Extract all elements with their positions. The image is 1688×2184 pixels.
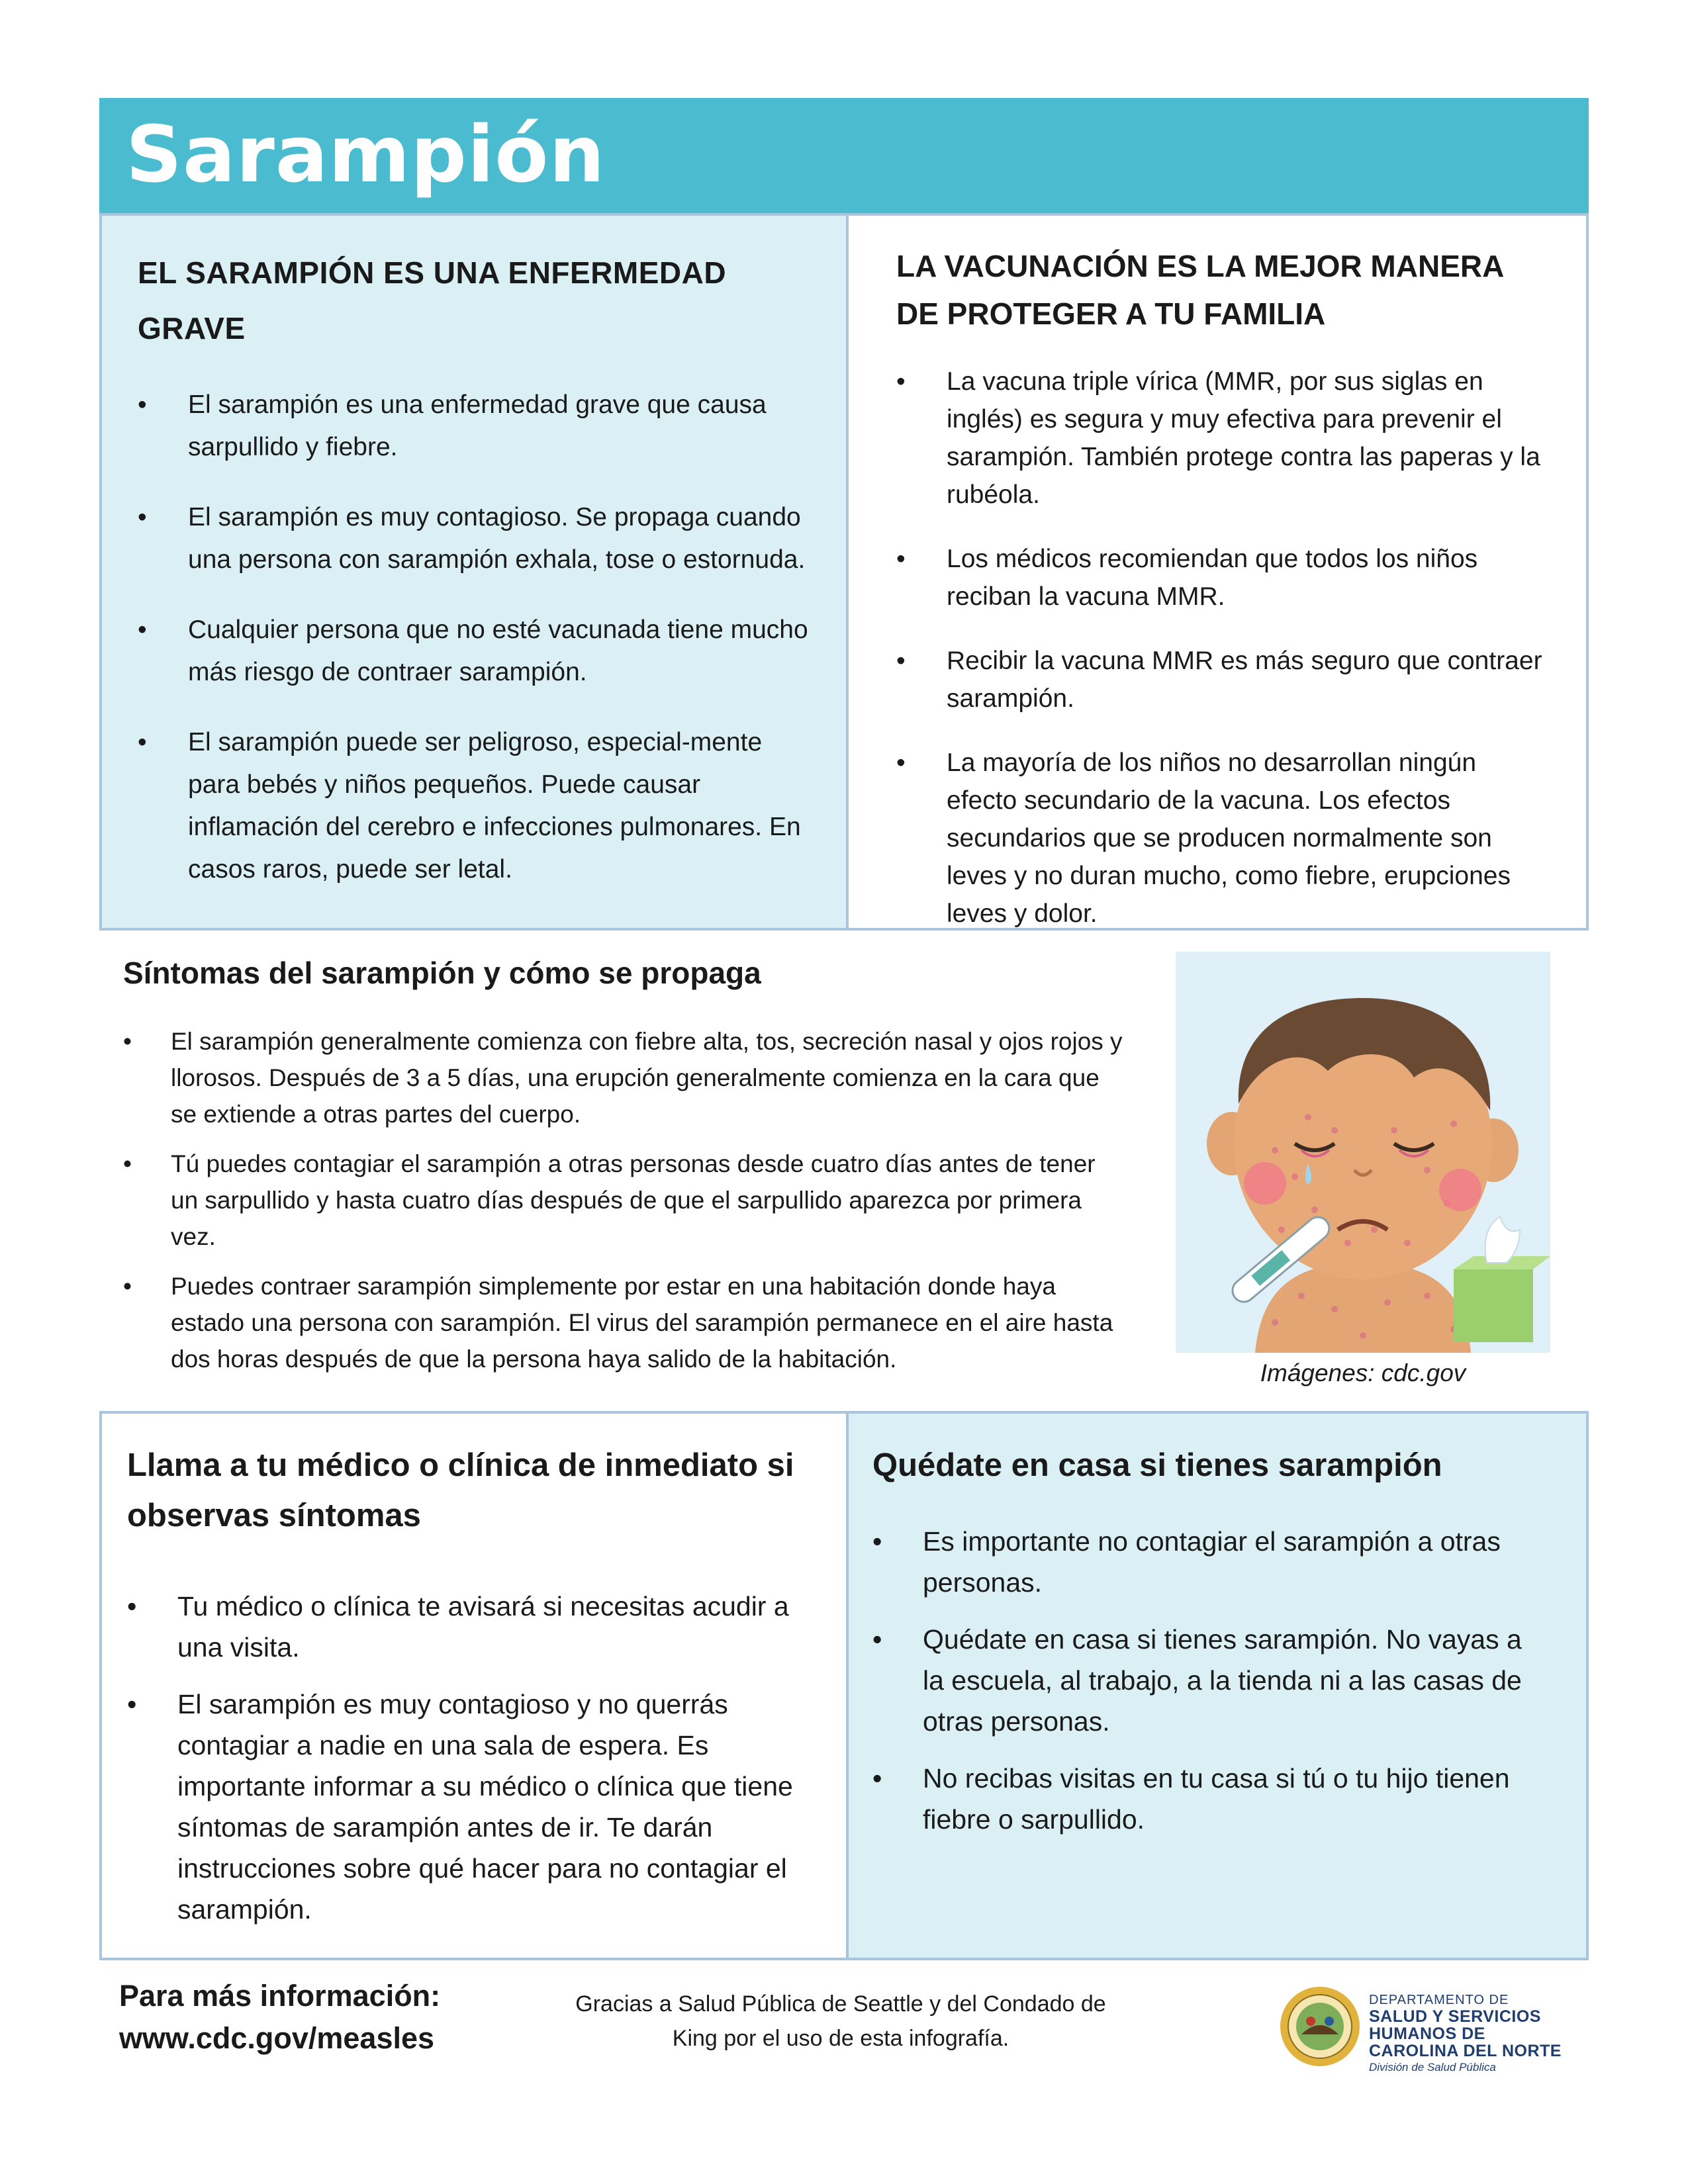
page-title: Sarampión bbox=[126, 109, 606, 200]
list-item: • Puedes contraer sarampión simplemente por estar en una habitación donde haya estado una persona con sarampión. El virus del sarampión permanece en el aire hasta dos horas después de que la persona haya salido de la habitación. bbox=[123, 1268, 1123, 1377]
logo-text-line-5: División de Salud Pública bbox=[1369, 2061, 1496, 2073]
list-item: • La mayoría de los niños no desarrollan ningún efecto secundario de la vacuna. Los efectos secundarios que se producen normalmente son leves y no duran mucho, como fiebre, erupciones leves y dolor. bbox=[896, 744, 1546, 933]
disease-list bbox=[138, 384, 813, 891]
list-item: • La vacuna triple vírica (MMR, por sus siglas en inglés) es segura y muy efectiva para prevenir el sarampión. También protege contra las paperas y la rubéola. bbox=[896, 363, 1546, 514]
thanks-line-2: King por el uso de esta infografía. bbox=[672, 2026, 1009, 2051]
vaccination-panel bbox=[846, 213, 1589, 931]
stay-home-panel bbox=[846, 1411, 1589, 1960]
list-item: • Cualquier persona que no esté vacunada tiene mucho más riesgo de contraer sarampión. bbox=[138, 609, 813, 694]
logo-text-line-3: HUMANOS DE bbox=[1369, 2025, 1485, 2043]
logo-text-line-2: SALUD Y SERVICIOS bbox=[1369, 2007, 1541, 2026]
list-item: • Tú puedes contagiar el sarampión a otras personas desde cuatro días antes de tener un sarpullido y hasta cuatro días después de que el sarpullido aparezca por primera vez. bbox=[123, 1146, 1123, 1255]
symptoms-title: Síntomas del sarampión y cómo se propaga bbox=[123, 956, 761, 990]
state-seal-icon bbox=[1279, 1985, 1361, 2068]
list-item: • El sarampión puede ser peligroso, especial-mente para bebés y niños pequeños. Puede causar inflamación del cerebro e infecciones pulmonares. En casos raros, puede ser letal. bbox=[138, 721, 813, 891]
logo-text-line-1: DEPARTAMENTO DE bbox=[1369, 1993, 1509, 2007]
logo-text-line-4: CAROLINA DEL NORTE bbox=[1369, 2042, 1562, 2060]
title-banner bbox=[99, 98, 1589, 216]
call-doctor-list bbox=[127, 1586, 806, 1930]
stay-home-list bbox=[872, 1521, 1540, 1840]
list-item: • El sarampión es una enfermedad grave que causa sarpullido y fiebre. bbox=[138, 384, 813, 469]
symptoms-section bbox=[123, 946, 1123, 1390]
list-item: • Recibir la vacuna MMR es más seguro que contraer sarampión. bbox=[896, 642, 1546, 717]
stay-home-title: Quédate en casa si tienes sarampión bbox=[872, 1447, 1442, 1483]
call-doctor-title: Llama a tu médico o clínica de inmediato si observas síntomas bbox=[127, 1447, 794, 1533]
list-item: • No recibas visitas en tu casa si tú o tu hijo tienen fiebre o sarpullido. bbox=[872, 1758, 1540, 1840]
symptoms-list bbox=[123, 1023, 1123, 1377]
more-info-label: Para más información: bbox=[119, 1979, 441, 2013]
call-doctor-panel bbox=[99, 1411, 849, 1960]
list-item: • El sarampión es muy contagioso. Se propaga cuando una persona con sarampión exhala, tose o estornuda. bbox=[138, 496, 813, 581]
vaccination-panel-title: LA VACUNACIÓN ES LA MEJOR MANERA DE PROTEGER A TU FAMILIA bbox=[896, 249, 1503, 331]
list-item: • Quédate en casa si tienes sarampión. No vayas a la escuela, al trabajo, a la tienda ni a las casas de otras personas. bbox=[872, 1619, 1540, 1742]
more-info-link[interactable]: www.cdc.gov/measles bbox=[119, 2021, 435, 2055]
more-info bbox=[119, 1975, 516, 2060]
list-item: • El sarampión generalmente comienza con fiebre alta, tos, secreción nasal y ojos rojos y llorosos. Después de 3 a 5 días, una erupción generalmente comienza en la cara que se extiende a otras partes del cuerpo. bbox=[123, 1023, 1123, 1132]
ncdhhs-logo bbox=[1279, 1980, 1570, 2073]
list-item: • Tu médico o clínica te avisará si necesitas acudir a una visita. bbox=[127, 1586, 806, 1668]
list-item: • Es importante no contagiar el sarampión a otras personas. bbox=[872, 1521, 1540, 1603]
thanks-line-1: Gracias a Salud Pública de Seattle y del Condado de bbox=[575, 1991, 1106, 2017]
image-credit: Imágenes: cdc.gov bbox=[1260, 1359, 1466, 1387]
list-item: • El sarampión es muy contagioso y no querrás contagiar a nadie en una sala de espera. Es importante informar a su médico o clínica que tiene síntomas de sarampión antes de ir. Te darán instrucciones sobre qué hacer para no contagiar el sarampión. bbox=[127, 1684, 806, 1930]
vaccination-list bbox=[896, 363, 1546, 933]
list-item: • Los médicos recomiendan que todos los niños reciban la vacuna MMR. bbox=[896, 540, 1546, 615]
disease-panel-title: EL SARAMPIÓN ES UNA ENFERMEDAD GRAVE bbox=[138, 255, 727, 345]
sick-child-image bbox=[1176, 952, 1550, 1353]
disease-panel bbox=[99, 213, 849, 931]
sick-child-illustration bbox=[1176, 952, 1550, 1353]
thanks-note bbox=[543, 1987, 1139, 2056]
